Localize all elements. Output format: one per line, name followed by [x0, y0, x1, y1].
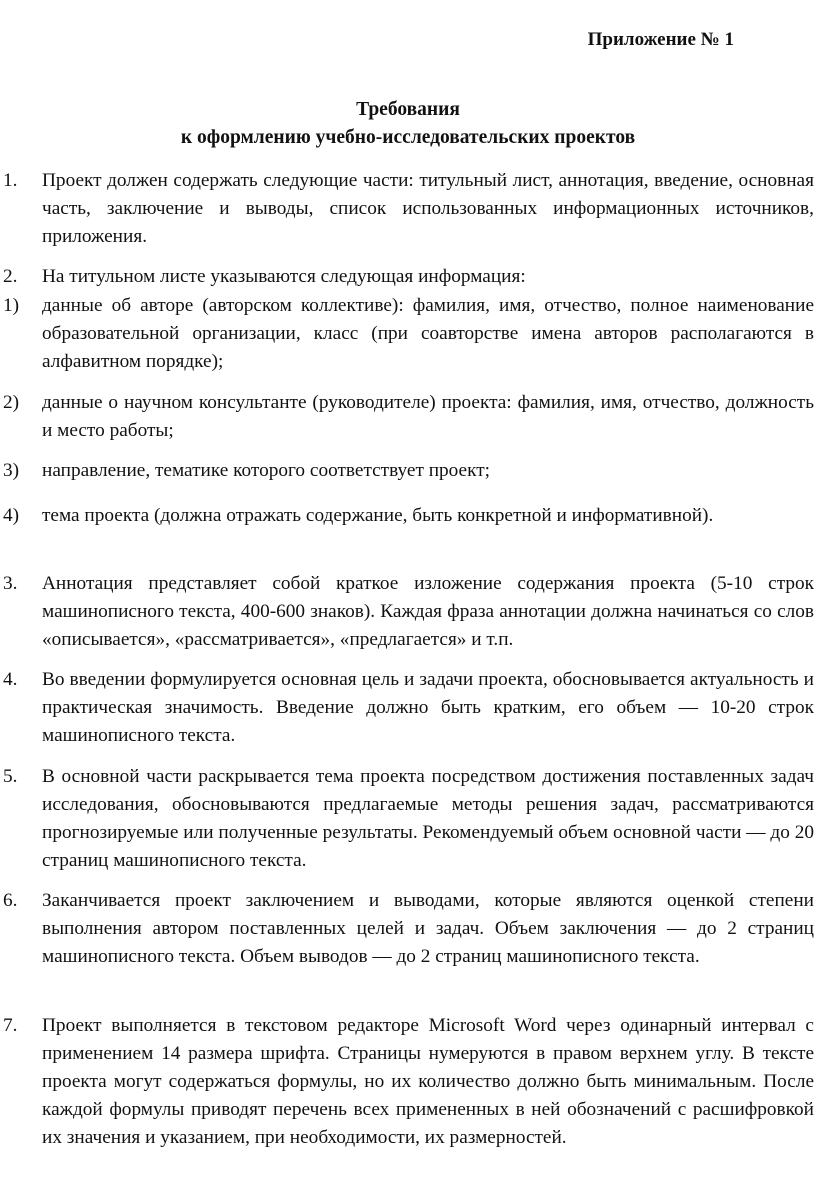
- item-text: Проект должен содержать следующие части: титульный лист, аннотация, введение, основная часть, заключение и выводы, список использованных информационных источников, приложения.: [42, 170, 814, 247]
- item-text: тема проекта (должна отражать содержание, быть конкретной и информативной).: [42, 505, 714, 526]
- item-text: На титульном листе указываются следующая информация:: [42, 266, 526, 287]
- item-number: 2): [3, 392, 20, 413]
- item-number: 3.: [3, 573, 18, 594]
- item-number: 6.: [3, 890, 18, 911]
- item-number: 4.: [3, 669, 18, 690]
- item-number: 1.: [3, 170, 18, 191]
- item-number: 7.: [3, 1015, 18, 1036]
- title-line-2: к оформлению учебно-исследовательских проектов: [180, 127, 636, 148]
- document-title: [0, 96, 816, 152]
- item-text: Заканчивается проект заключением и выводами, которые являются оценкой степени выполнения автором поставленных целей и задач. Объем заключения — до 2 страниц машинописного текста. Объем выводов — до 2 страниц машинописного текста.: [42, 890, 814, 967]
- item-text: направление, тематике которого соответствует проект;: [42, 460, 491, 481]
- item-number: 4): [3, 505, 20, 526]
- item-text: Аннотация представляет собой краткое изложение содержания проекта (5-10 строк машинописного текста, 400-600 знаков). Каждая фраза аннотации должна начинаться со слов «описывается», «рассматривается», «предлагается» и т.п.: [42, 573, 814, 650]
- appendix-label: Приложение № 1: [587, 29, 734, 50]
- item-text: данные о научном консультанте (руководителе) проекта: фамилия, имя, отчество, должность и место работы;: [42, 392, 814, 441]
- item-number: 5.: [3, 766, 18, 787]
- item-text: В основной части раскрывается тема проекта посредством достижения поставленных задач исследования, обосновываются предлагаемые методы решения задач, рассматриваются прогнозируемые или полученные результаты. Рекомендуемый объем основной части — до 20 страниц машинописного текста.: [42, 766, 814, 871]
- item-text: Проект выполняется в текстовом редакторе Microsoft Word через одинарный интервал с применением 14 размера шрифта. Страницы нумеруются в правом верхнем углу. В тексте проекта могут содержаться формулы, но их количество должно быть минимальным. После каждой формулы приводят перечень всех примененных в ней обозначений с расшифровкой их значения и указанием, при необходимости, их размерностей.: [42, 1015, 814, 1148]
- item-text: Во введении формулируется основная цель и задачи проекта, обосновывается актуальность и практическая значимость. Введение должно быть кратким, его объем — 10-20 строк машинописного текста.: [42, 669, 814, 746]
- item-number: 1): [3, 295, 20, 316]
- item-number: 3): [3, 460, 20, 481]
- title-line-1: Требования: [356, 99, 460, 120]
- item-number: 2.: [3, 266, 18, 287]
- item-text: данные об авторе (авторском коллективе): фамилия, имя, отчество, полное наименование образовательной организации, класс (при соавторстве имена авторов располагаются в алфавитном порядке);: [42, 295, 814, 372]
